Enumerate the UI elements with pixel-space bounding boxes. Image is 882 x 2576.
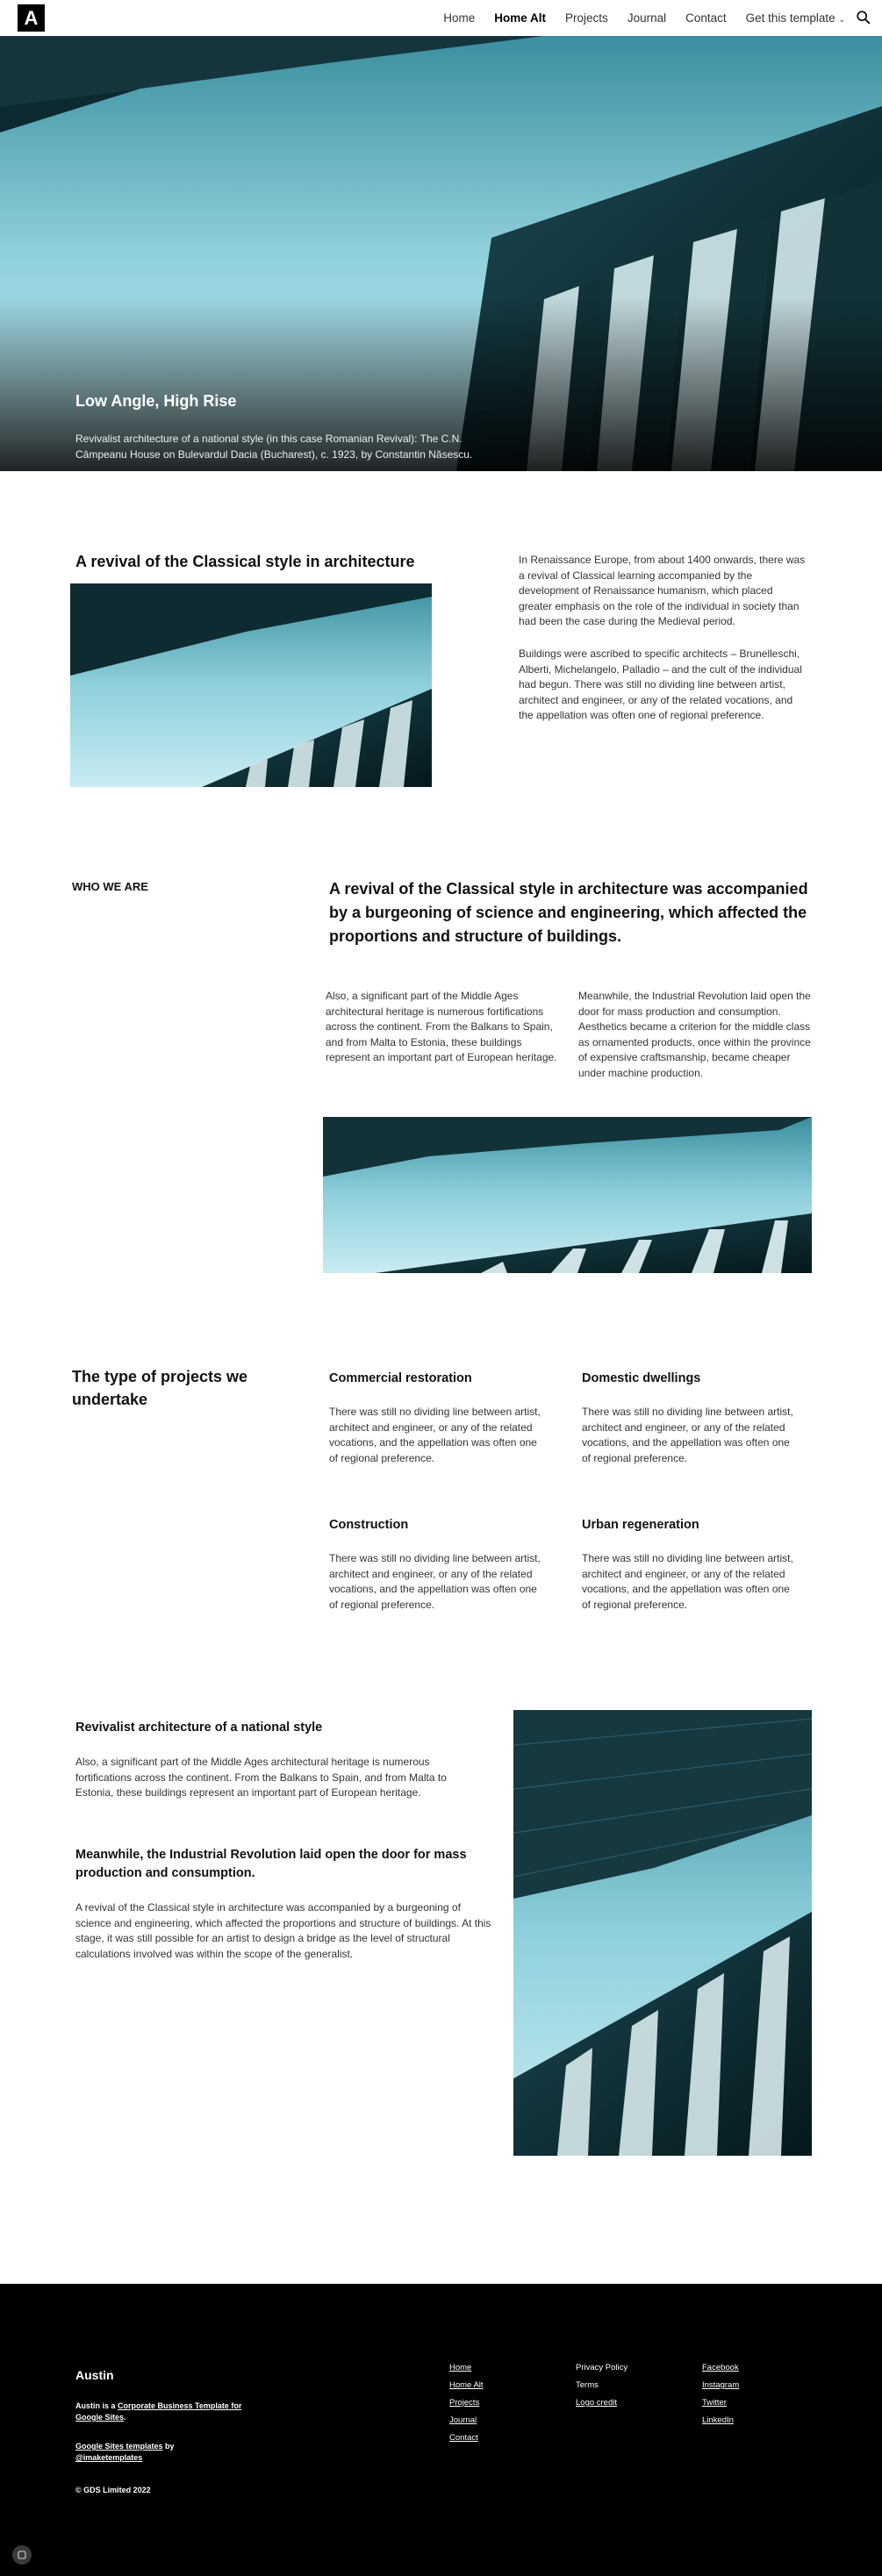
hero-caption: Revivalist architecture of a national style (in this case Romanian Revival): The C.N. Câmpeanu House on Bulevardul Dacia (Bucharest), c. 1923, by Constantin Năsescu.	[75, 433, 473, 461]
revival-image	[70, 583, 432, 787]
footer-sites-templates-link[interactable]: Google Sites templates	[75, 2442, 163, 2451]
footer-about	[75, 2401, 251, 2423]
nav-home-alt[interactable]: Home Alt	[494, 11, 547, 25]
site-info-button[interactable]	[12, 2545, 32, 2565]
who-headline: A revival of the Classical style in architecture was accompanied by a burgeoning of science and engineering, which affected the proportions and structure of buildings.	[329, 880, 808, 945]
nav-contact[interactable]: Contact	[685, 11, 727, 25]
footer-col-social	[702, 2363, 739, 2425]
nav-get-template[interactable]	[746, 11, 845, 25]
revival-para-2: Buildings were ascribed to specific architects – Brunelleschi, Alberti, Michelangelo, Palladio – and the cult of the individual had begun. There was still no dividing line between artist, architect and engineer, or any of the related vocations, and the appellation was often one of regional preference.	[519, 648, 802, 721]
nav-links	[424, 0, 845, 36]
footer-link-facebook[interactable]: Facebook	[702, 2363, 739, 2372]
footer-col-legal	[576, 2363, 627, 2408]
top-nav	[0, 0, 882, 36]
revival-para-1: In Renaissance Europe, from about 1400 onwards, there was a revival of Classical learning accompanied by the development of Renaissance humanism, which placed greater emphasis on the role of the individual in society than had been the case during the Medieval period.	[519, 554, 806, 627]
footer-template-link[interactable]: Corporate Business Template for Google Sites	[75, 2401, 242, 2422]
project-text-4: There was still no dividing line between artist, architect and engineer, or any of the related vocations, and the appellation was often one of regional preference.	[582, 1552, 793, 1611]
footer-link-contact[interactable]: Contact	[449, 2433, 478, 2443]
project-title-4: Urban regeneration	[582, 1518, 699, 1532]
footer-credit-by: by	[162, 2442, 175, 2451]
footer-link-privacy[interactable]: Privacy Policy	[576, 2363, 628, 2372]
project-text-2: There was still no dividing line between artist, architect and engineer, or any of the related vocations, and the appellation was often one of regional preference.	[582, 1406, 793, 1464]
revival-heading: A revival of the Classical style in architecture	[75, 553, 415, 570]
project-title-3: Construction	[329, 1518, 409, 1532]
footer-copyright: © GDS Limited 2022	[75, 2486, 151, 2494]
footer-col-nav	[449, 2363, 484, 2443]
footer-credit	[75, 2441, 251, 2464]
footer-link-linkedin[interactable]: LinkedIn	[702, 2415, 734, 2425]
search-icon[interactable]	[856, 10, 871, 25]
footer-about-prefix: Austin is a	[75, 2401, 118, 2410]
info-icon	[12, 2545, 32, 2565]
who-image	[323, 1117, 812, 1273]
national-heading-1: Revivalist architecture of a national style	[75, 1721, 323, 1735]
footer-brand: Austin	[75, 2368, 114, 2382]
national-text-2: A revival of the Classical style in architecture was accompanied by a burgeoning of science and engineering, which affected the proportions and structure of buildings. At this stage, it was still possible for an artist to design a bridge as the level of structural calculations involved was within the scope of the generalist.	[75, 1901, 491, 1960]
footer-link-journal[interactable]: Journal	[449, 2415, 477, 2425]
footer-link-twitter[interactable]: Twitter	[702, 2398, 727, 2408]
project-title-2: Domestic dwellings	[582, 1371, 701, 1385]
national-image	[513, 1710, 812, 2156]
footer-link-home-alt[interactable]: Home Alt	[449, 2380, 484, 2390]
hero-title: Low Angle, High Rise	[75, 392, 237, 410]
footer-link-projects[interactable]: Projects	[449, 2398, 480, 2408]
who-label: WHO WE ARE	[72, 880, 148, 893]
national-text-1: Also, a significant part of the Middle Ages architectural heritage is numerous fortifications across the continent. From the Balkans to Spain, and from Malta to Estonia, these buildings represent an important part of European heritage.	[75, 1756, 447, 1799]
national-heading-2: Meanwhile, the Industrial Revolution laid open the door for mass production and consumption.	[75, 1848, 467, 1880]
footer-link-logo-credit[interactable]: Logo credit	[576, 2398, 618, 2408]
footer-imaketemplates-link[interactable]: @imaketemplates	[75, 2453, 143, 2462]
project-title-1: Commercial restoration	[329, 1371, 472, 1385]
footer-link-home[interactable]: Home	[449, 2363, 472, 2372]
who-column-1: Also, a significant part of the Middle Ages architectural heritage is numerous fortifications across the continent. From the Balkans to Spain, and from Malta to Estonia, these buildings represent an important part of European heritage.	[326, 990, 557, 1063]
project-text-1: There was still no dividing line between artist, architect and engineer, or any of the related vocations, and the appellation was often one of regional preference.	[329, 1406, 541, 1464]
chevron-down-icon: ⌄	[838, 15, 845, 24]
nav-journal[interactable]: Journal	[627, 11, 667, 25]
footer-about-suffix: .	[124, 2413, 126, 2422]
footer	[0, 2284, 882, 2576]
logo[interactable]: A	[18, 4, 45, 32]
hero-banner	[0, 36, 882, 471]
nav-home[interactable]: Home	[443, 11, 476, 25]
who-column-2: Meanwhile, the Industrial Revolution laid open the door for mass production and consumption. Aesthetics became a criterion for the middle class as ornamented products, once within the province of expensive craftsmanship, became cheaper under machine production.	[578, 990, 811, 1079]
footer-link-instagram[interactable]: Instagram	[702, 2380, 740, 2390]
project-text-3: There was still no dividing line between artist, architect and engineer, or any of the related vocations, and the appellation was often one of regional preference.	[329, 1552, 541, 1611]
projects-heading: The type of projects we undertake	[72, 1368, 248, 1408]
footer-link-terms[interactable]: Terms	[576, 2380, 599, 2390]
nav-projects[interactable]: Projects	[565, 11, 608, 25]
nav-get-template-label: Get this template	[745, 11, 835, 25]
